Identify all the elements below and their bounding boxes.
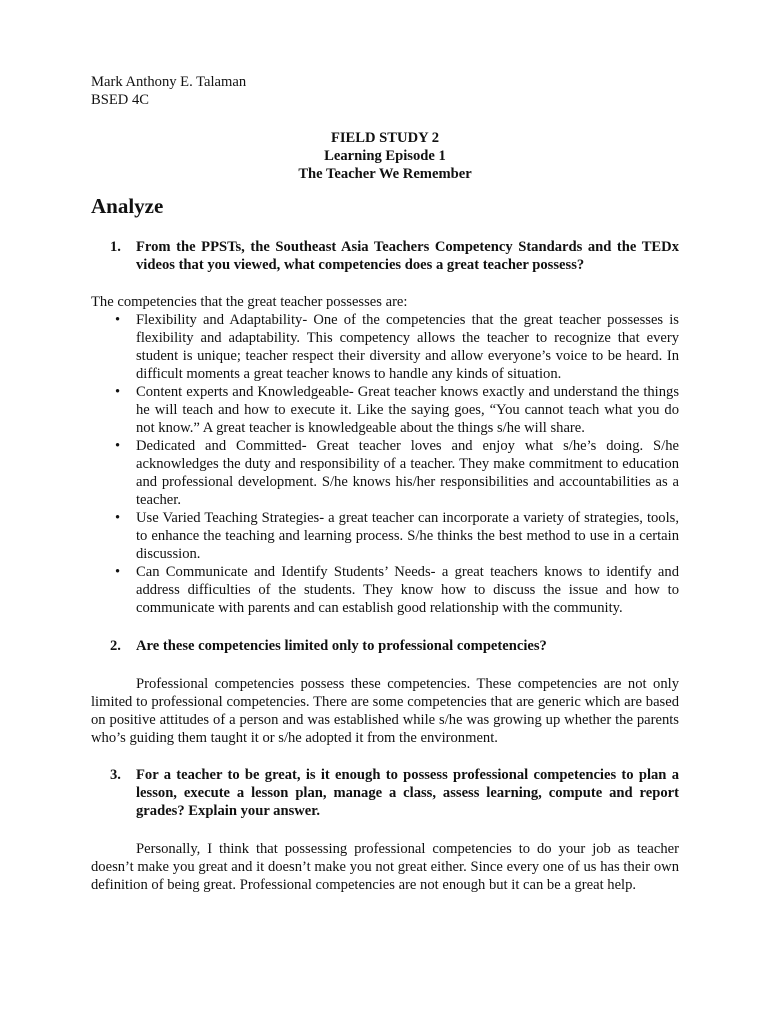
section-title: Analyze xyxy=(91,194,164,218)
question-number: 1. xyxy=(110,239,121,255)
list-item xyxy=(91,311,679,383)
question-number: 2. xyxy=(110,638,121,654)
document-page xyxy=(91,73,679,894)
episode-title: Learning Episode 1 xyxy=(324,148,446,164)
list-item xyxy=(91,437,679,509)
bullet-icon: • xyxy=(115,438,121,454)
episode-subtitle: The Teacher We Remember xyxy=(298,166,472,182)
document-header xyxy=(91,129,679,183)
question-text: Are these competencies limited only to professional competencies? xyxy=(136,638,547,654)
answer-2: Professional competencies possess these competencies. These competencies are not only limited to professional competencies. There are some competencies that are generic which are based on positive attitudes of a person and was established while s/he was growing up whether the parents who’s guiding them taught it or s/he adopted it from the environment. xyxy=(91,676,679,746)
bullet-icon: • xyxy=(115,384,121,400)
author-name: Mark Anthony E. Talaman xyxy=(91,74,247,90)
list-item-text: Flexibility and Adaptability- One of the competencies that the great teacher possesses is flexibility and adaptability. This competency allows the teacher to recognize that every student is unique; teacher respect their diversity and allow everyone’s voice to be heard. In difficult moments a great teacher knows to handle any kinds of situation. xyxy=(136,312,679,382)
question-3 xyxy=(91,766,679,820)
bullet-icon: • xyxy=(115,510,121,526)
bullet-icon: • xyxy=(115,564,121,580)
author-section: BSED 4C xyxy=(91,92,149,108)
list-item-text: Use Varied Teaching Strategies- a great teacher can incorporate a variety of strategies, tools, to enhance the teaching and learning process. S/he thinks the best method to use in a certain discussion. xyxy=(136,510,679,562)
question-number: 3. xyxy=(110,767,121,783)
answer-3: Personally, I think that possessing professional competencies to do your job as teacher doesn’t make you great and it doesn’t make you not great either. Since every one of us has their own definition of being great. Professional competencies are not enough but it can be a great help. xyxy=(91,841,679,893)
bullet-icon: • xyxy=(115,312,121,328)
list-item xyxy=(91,509,679,563)
competency-list xyxy=(91,311,679,617)
list-item-text: Can Communicate and Identify Students’ Needs- a great teachers knows to identify and address difficulties of the students. They know how to discuss the issue and how to communicate with parents and can establish good relationship with the community. xyxy=(136,564,679,616)
answer-intro: The competencies that the great teacher possesses are: xyxy=(91,294,408,310)
question-1 xyxy=(91,238,679,274)
list-item-text: Dedicated and Committed- Great teacher loves and enjoy what s/he’s doing. S/he acknowledges the duty and responsibility of a teacher. They make commitment to education and professional development. S/he knows his/her responsibilities and accountabilities as a teacher. xyxy=(136,438,679,508)
course-title: FIELD STUDY 2 xyxy=(330,130,440,146)
question-text: For a teacher to be great, is it enough to possess professional competencies to plan a lesson, execute a lesson plan, manage a class, assess learning, compute and report grades? Explain your answer. xyxy=(136,767,679,819)
question-text: From the PPSTs, the Southeast Asia Teachers Competency Standards and the TEDx videos that you viewed, what competencies does a great teacher possess? xyxy=(136,239,679,273)
list-item-text: Content experts and Knowledgeable- Great teacher knows exactly and understand the things he will teach and how to execute it. Like the saying goes, “You cannot teach what you do not know.” A great teacher is knowledgeable about the things s/he will share. xyxy=(136,384,679,436)
list-item xyxy=(91,563,679,617)
list-item xyxy=(91,383,679,437)
question-2 xyxy=(91,637,679,655)
